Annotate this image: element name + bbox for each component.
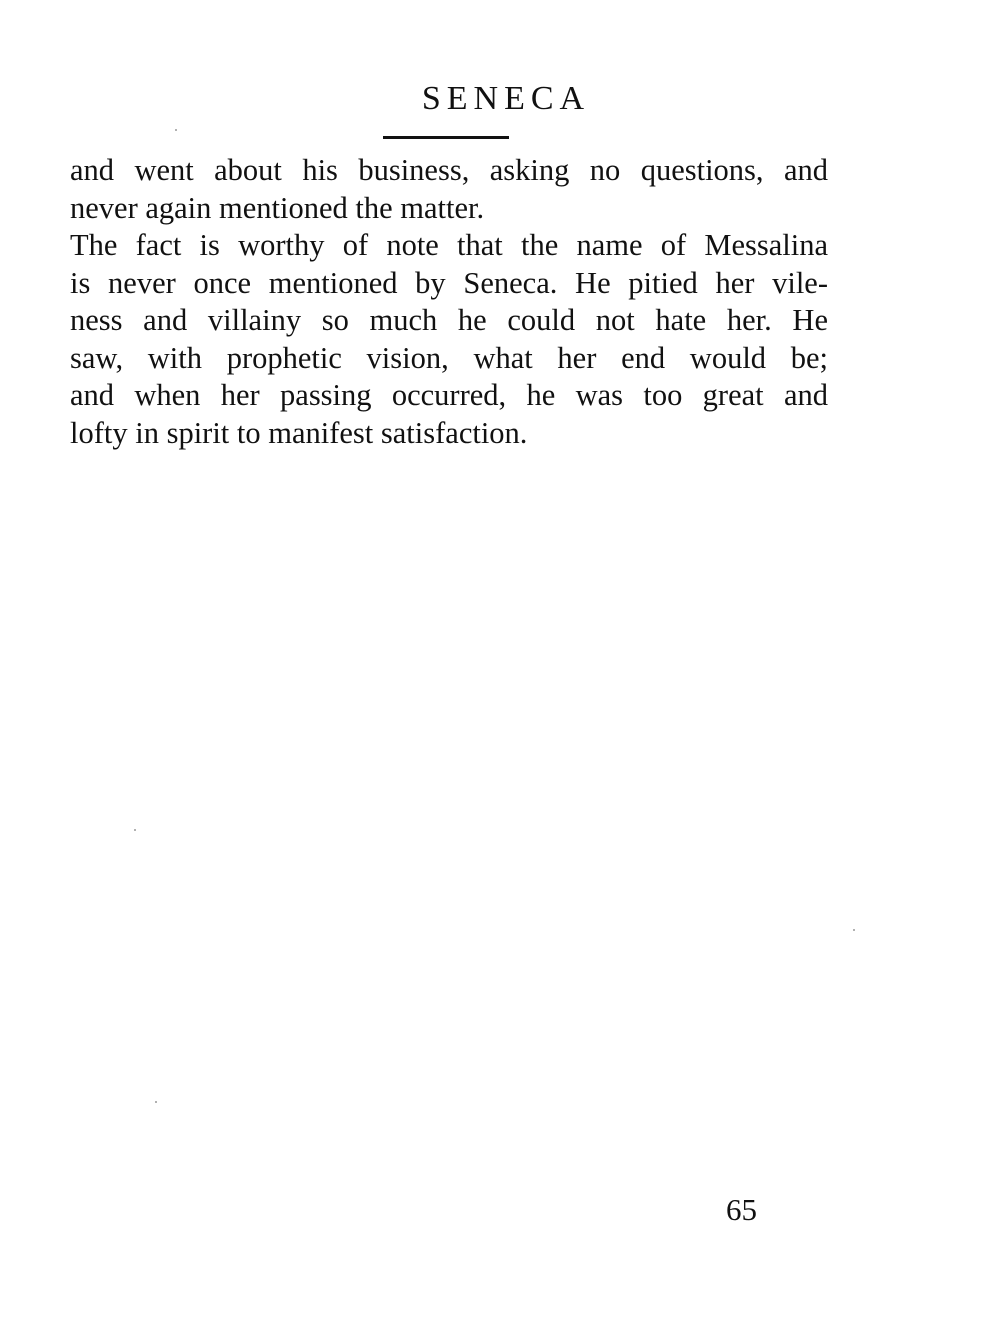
scan-speck <box>175 129 177 131</box>
scan-speck <box>134 829 136 831</box>
text-line: The fact is worthy of note that the name of Messalina <box>70 228 828 262</box>
scan-speck <box>155 1101 157 1103</box>
scan-speck <box>853 929 855 931</box>
text-line: and when her passing occurred, he was too great and <box>70 378 828 412</box>
text-line: is never once mentioned by Seneca. He pitied her vile- <box>70 265 828 300</box>
body-text <box>70 152 828 452</box>
page-number: 65 <box>726 1192 757 1227</box>
text-line: and went about his business, asking no questions, and <box>70 153 828 187</box>
header-rule <box>383 136 509 139</box>
text-line: saw, with prophetic vision, what her end would be; <box>70 340 828 375</box>
text-line: ness and villainy so much he could not hate her. He <box>70 303 828 337</box>
running-head-title: SENECA <box>421 80 591 117</box>
text-line: lofty in spirit to manifest satisfaction. <box>70 415 528 450</box>
text-line: never again mentioned the matter. <box>70 190 485 225</box>
